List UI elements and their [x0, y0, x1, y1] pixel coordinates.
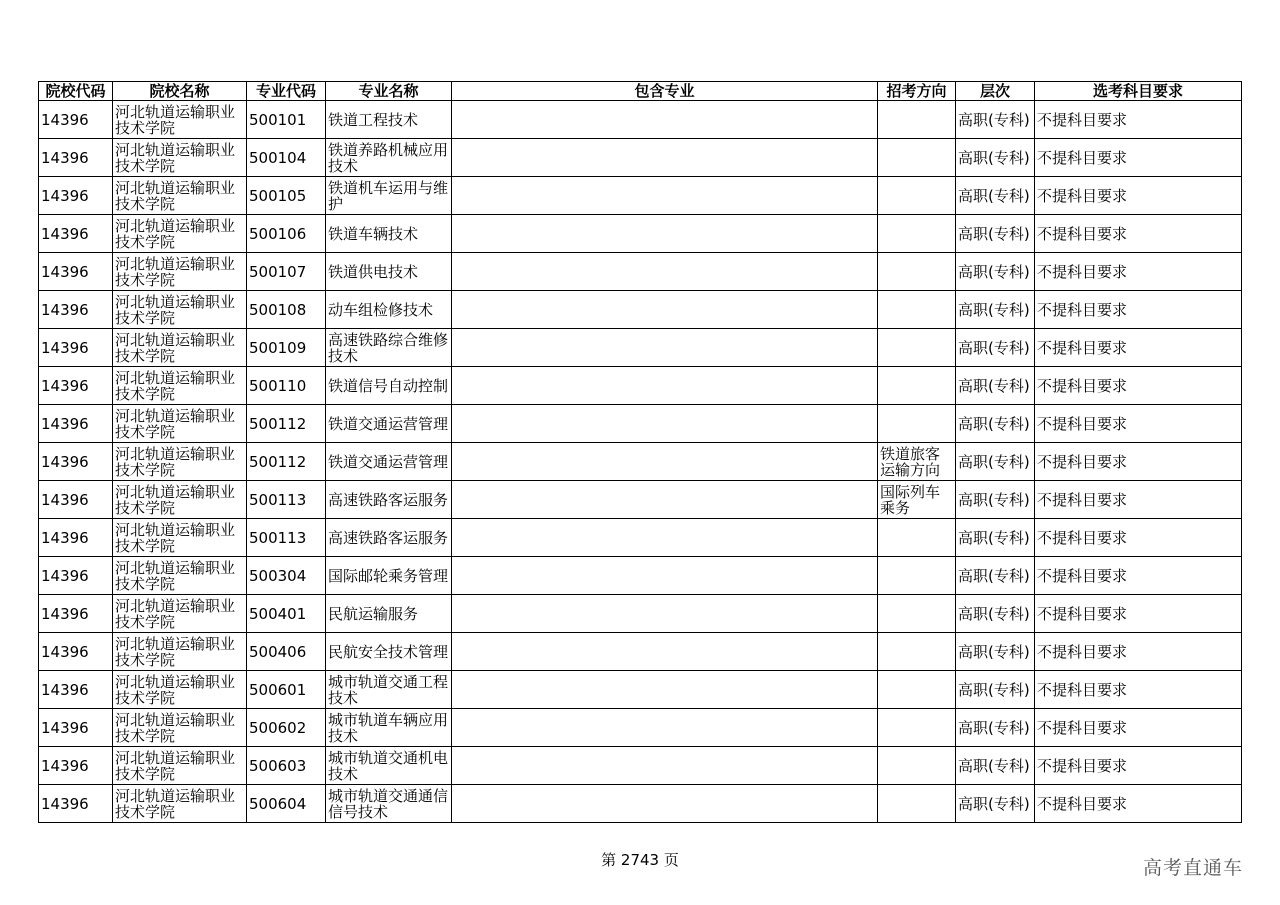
admissions-table — [38, 81, 1242, 823]
cell-level: 高职(专科) — [956, 139, 1035, 177]
cell-major-code: 500406 — [247, 633, 326, 671]
cell-major-code: 500602 — [247, 709, 326, 747]
cell-subject-requirement: 不提科目要求 — [1035, 785, 1242, 823]
cell-major-name: 城市轨道交通工程技术 — [326, 671, 452, 709]
cell-school-name: 河北轨道运输职业技术学院 — [113, 291, 247, 329]
cell-included-majors — [452, 557, 878, 595]
table-row — [39, 709, 1242, 747]
page-number: 第 2743 页 — [601, 851, 679, 869]
cell-school-code: 14396 — [39, 519, 113, 557]
cell-school-name: 河北轨道运输职业技术学院 — [113, 139, 247, 177]
header-major-name: 专业名称 — [326, 82, 452, 101]
cell-included-majors — [452, 139, 878, 177]
cell-included-majors — [452, 443, 878, 481]
cell-school-code: 14396 — [39, 215, 113, 253]
table-row — [39, 443, 1242, 481]
cell-direction — [878, 177, 956, 215]
cell-major-name: 铁道交通运营管理 — [326, 405, 452, 443]
cell-school-name: 河北轨道运输职业技术学院 — [113, 785, 247, 823]
cell-direction — [878, 405, 956, 443]
cell-included-majors — [452, 747, 878, 785]
cell-major-code: 500113 — [247, 481, 326, 519]
cell-school-name: 河北轨道运输职业技术学院 — [113, 443, 247, 481]
cell-school-name: 河北轨道运输职业技术学院 — [113, 329, 247, 367]
cell-subject-requirement: 不提科目要求 — [1035, 177, 1242, 215]
cell-school-code: 14396 — [39, 709, 113, 747]
cell-major-name: 民航安全技术管理 — [326, 633, 452, 671]
cell-major-name: 铁道养路机械应用技术 — [326, 139, 452, 177]
cell-major-name: 城市轨道交通通信信号技术 — [326, 785, 452, 823]
cell-school-name: 河北轨道运输职业技术学院 — [113, 519, 247, 557]
cell-major-code: 500112 — [247, 443, 326, 481]
cell-included-majors — [452, 481, 878, 519]
cell-direction — [878, 747, 956, 785]
table-row — [39, 139, 1242, 177]
cell-school-name: 河北轨道运输职业技术学院 — [113, 367, 247, 405]
cell-included-majors — [452, 215, 878, 253]
cell-major-code: 500601 — [247, 671, 326, 709]
cell-direction — [878, 671, 956, 709]
header-major-code: 专业代码 — [247, 82, 326, 101]
cell-major-code: 500106 — [247, 215, 326, 253]
cell-major-code: 500105 — [247, 177, 326, 215]
table-row — [39, 215, 1242, 253]
cell-school-code: 14396 — [39, 671, 113, 709]
cell-school-code: 14396 — [39, 481, 113, 519]
cell-major-name: 高速铁路综合维修技术 — [326, 329, 452, 367]
cell-level: 高职(专科) — [956, 633, 1035, 671]
cell-included-majors — [452, 367, 878, 405]
cell-level: 高职(专科) — [956, 443, 1035, 481]
cell-major-code: 500304 — [247, 557, 326, 595]
table-row — [39, 785, 1242, 823]
cell-subject-requirement: 不提科目要求 — [1035, 367, 1242, 405]
cell-major-name: 铁道信号自动控制 — [326, 367, 452, 405]
cell-major-code: 500603 — [247, 747, 326, 785]
cell-direction — [878, 215, 956, 253]
cell-school-code: 14396 — [39, 747, 113, 785]
cell-school-code: 14396 — [39, 253, 113, 291]
cell-included-majors — [452, 405, 878, 443]
cell-level: 高职(专科) — [956, 177, 1035, 215]
cell-subject-requirement: 不提科目要求 — [1035, 633, 1242, 671]
header-subject-requirement: 选考科目要求 — [1035, 82, 1242, 101]
cell-subject-requirement: 不提科目要求 — [1035, 215, 1242, 253]
cell-major-name: 城市轨道车辆应用技术 — [326, 709, 452, 747]
cell-included-majors — [452, 671, 878, 709]
cell-direction — [878, 329, 956, 367]
cell-school-name: 河北轨道运输职业技术学院 — [113, 747, 247, 785]
cell-direction — [878, 519, 956, 557]
cell-major-name: 动车组检修技术 — [326, 291, 452, 329]
cell-direction — [878, 785, 956, 823]
table-row — [39, 633, 1242, 671]
cell-level: 高职(专科) — [956, 785, 1035, 823]
table-row — [39, 177, 1242, 215]
cell-major-name: 铁道工程技术 — [326, 101, 452, 139]
cell-major-code: 500604 — [247, 785, 326, 823]
cell-level: 高职(专科) — [956, 747, 1035, 785]
cell-direction — [878, 253, 956, 291]
cell-school-name: 河北轨道运输职业技术学院 — [113, 215, 247, 253]
cell-school-name: 河北轨道运输职业技术学院 — [113, 557, 247, 595]
cell-included-majors — [452, 329, 878, 367]
cell-subject-requirement: 不提科目要求 — [1035, 443, 1242, 481]
header-school-code: 院校代码 — [39, 82, 113, 101]
cell-subject-requirement: 不提科目要求 — [1035, 557, 1242, 595]
cell-included-majors — [452, 785, 878, 823]
table-row — [39, 101, 1242, 139]
header-direction: 招考方向 — [878, 82, 956, 101]
cell-direction — [878, 139, 956, 177]
cell-major-code: 500113 — [247, 519, 326, 557]
cell-school-code: 14396 — [39, 367, 113, 405]
cell-school-code: 14396 — [39, 101, 113, 139]
cell-direction — [878, 633, 956, 671]
cell-school-name: 河北轨道运输职业技术学院 — [113, 101, 247, 139]
cell-subject-requirement: 不提科目要求 — [1035, 709, 1242, 747]
cell-school-name: 河北轨道运输职业技术学院 — [113, 253, 247, 291]
cell-school-code: 14396 — [39, 785, 113, 823]
cell-included-majors — [452, 253, 878, 291]
table-row — [39, 481, 1242, 519]
cell-direction — [878, 291, 956, 329]
cell-subject-requirement: 不提科目要求 — [1035, 671, 1242, 709]
cell-level: 高职(专科) — [956, 291, 1035, 329]
cell-subject-requirement: 不提科目要求 — [1035, 747, 1242, 785]
cell-school-code: 14396 — [39, 329, 113, 367]
cell-level: 高职(专科) — [956, 329, 1035, 367]
cell-subject-requirement: 不提科目要求 — [1035, 101, 1242, 139]
cell-major-name: 高速铁路客运服务 — [326, 519, 452, 557]
cell-school-code: 14396 — [39, 291, 113, 329]
cell-level: 高职(专科) — [956, 557, 1035, 595]
cell-major-name: 高速铁路客运服务 — [326, 481, 452, 519]
cell-school-code: 14396 — [39, 595, 113, 633]
cell-subject-requirement: 不提科目要求 — [1035, 519, 1242, 557]
table-header — [39, 82, 1242, 101]
cell-included-majors — [452, 633, 878, 671]
cell-major-name: 铁道机车运用与维护 — [326, 177, 452, 215]
cell-subject-requirement: 不提科目要求 — [1035, 253, 1242, 291]
cell-major-code: 500112 — [247, 405, 326, 443]
cell-school-name: 河北轨道运输职业技术学院 — [113, 633, 247, 671]
cell-included-majors — [452, 177, 878, 215]
cell-major-name: 铁道交通运营管理 — [326, 443, 452, 481]
cell-school-code: 14396 — [39, 557, 113, 595]
cell-major-code: 500401 — [247, 595, 326, 633]
cell-level: 高职(专科) — [956, 253, 1035, 291]
cell-school-name: 河北轨道运输职业技术学院 — [113, 481, 247, 519]
cell-school-name: 河北轨道运输职业技术学院 — [113, 671, 247, 709]
cell-school-code: 14396 — [39, 139, 113, 177]
cell-included-majors — [452, 519, 878, 557]
cell-included-majors — [452, 291, 878, 329]
table-row — [39, 671, 1242, 709]
header-level: 层次 — [956, 82, 1035, 101]
cell-school-code: 14396 — [39, 633, 113, 671]
cell-major-code: 500107 — [247, 253, 326, 291]
cell-level: 高职(专科) — [956, 215, 1035, 253]
cell-level: 高职(专科) — [956, 595, 1035, 633]
cell-direction: 国际列车乘务 — [878, 481, 956, 519]
cell-included-majors — [452, 595, 878, 633]
cell-major-code: 500101 — [247, 101, 326, 139]
cell-school-name: 河北轨道运输职业技术学院 — [113, 405, 247, 443]
table-row — [39, 519, 1242, 557]
table-body — [39, 101, 1242, 823]
cell-direction — [878, 557, 956, 595]
cell-major-code: 500110 — [247, 367, 326, 405]
cell-school-code: 14396 — [39, 443, 113, 481]
cell-major-name: 铁道车辆技术 — [326, 215, 452, 253]
cell-school-name: 河北轨道运输职业技术学院 — [113, 595, 247, 633]
header-included-majors: 包含专业 — [452, 82, 878, 101]
cell-subject-requirement: 不提科目要求 — [1035, 481, 1242, 519]
cell-major-name: 国际邮轮乘务管理 — [326, 557, 452, 595]
cell-level: 高职(专科) — [956, 709, 1035, 747]
table-row — [39, 329, 1242, 367]
table-row — [39, 595, 1242, 633]
cell-major-code: 500108 — [247, 291, 326, 329]
table-row — [39, 747, 1242, 785]
cell-level: 高职(专科) — [956, 405, 1035, 443]
table-row — [39, 253, 1242, 291]
cell-subject-requirement: 不提科目要求 — [1035, 329, 1242, 367]
cell-major-name: 城市轨道交通机电技术 — [326, 747, 452, 785]
cell-school-code: 14396 — [39, 177, 113, 215]
cell-level: 高职(专科) — [956, 101, 1035, 139]
cell-major-code: 500104 — [247, 139, 326, 177]
cell-included-majors — [452, 101, 878, 139]
cell-direction — [878, 595, 956, 633]
cell-direction — [878, 101, 956, 139]
cell-level: 高职(专科) — [956, 519, 1035, 557]
cell-school-name: 河北轨道运输职业技术学院 — [113, 709, 247, 747]
table-row — [39, 367, 1242, 405]
cell-level: 高职(专科) — [956, 671, 1035, 709]
cell-major-name: 民航运输服务 — [326, 595, 452, 633]
cell-subject-requirement: 不提科目要求 — [1035, 139, 1242, 177]
watermark-text: 高考直通车 — [1143, 857, 1244, 879]
cell-subject-requirement: 不提科目要求 — [1035, 595, 1242, 633]
table-row — [39, 557, 1242, 595]
header-school-name: 院校名称 — [113, 82, 247, 101]
table-row — [39, 405, 1242, 443]
cell-level: 高职(专科) — [956, 367, 1035, 405]
cell-major-name: 铁道供电技术 — [326, 253, 452, 291]
cell-school-code: 14396 — [39, 405, 113, 443]
cell-included-majors — [452, 709, 878, 747]
cell-subject-requirement: 不提科目要求 — [1035, 291, 1242, 329]
cell-school-name: 河北轨道运输职业技术学院 — [113, 177, 247, 215]
cell-subject-requirement: 不提科目要求 — [1035, 405, 1242, 443]
table-row — [39, 291, 1242, 329]
cell-level: 高职(专科) — [956, 481, 1035, 519]
cell-direction — [878, 709, 956, 747]
cell-direction: 铁道旅客运输方向 — [878, 443, 956, 481]
cell-major-code: 500109 — [247, 329, 326, 367]
cell-direction — [878, 367, 956, 405]
